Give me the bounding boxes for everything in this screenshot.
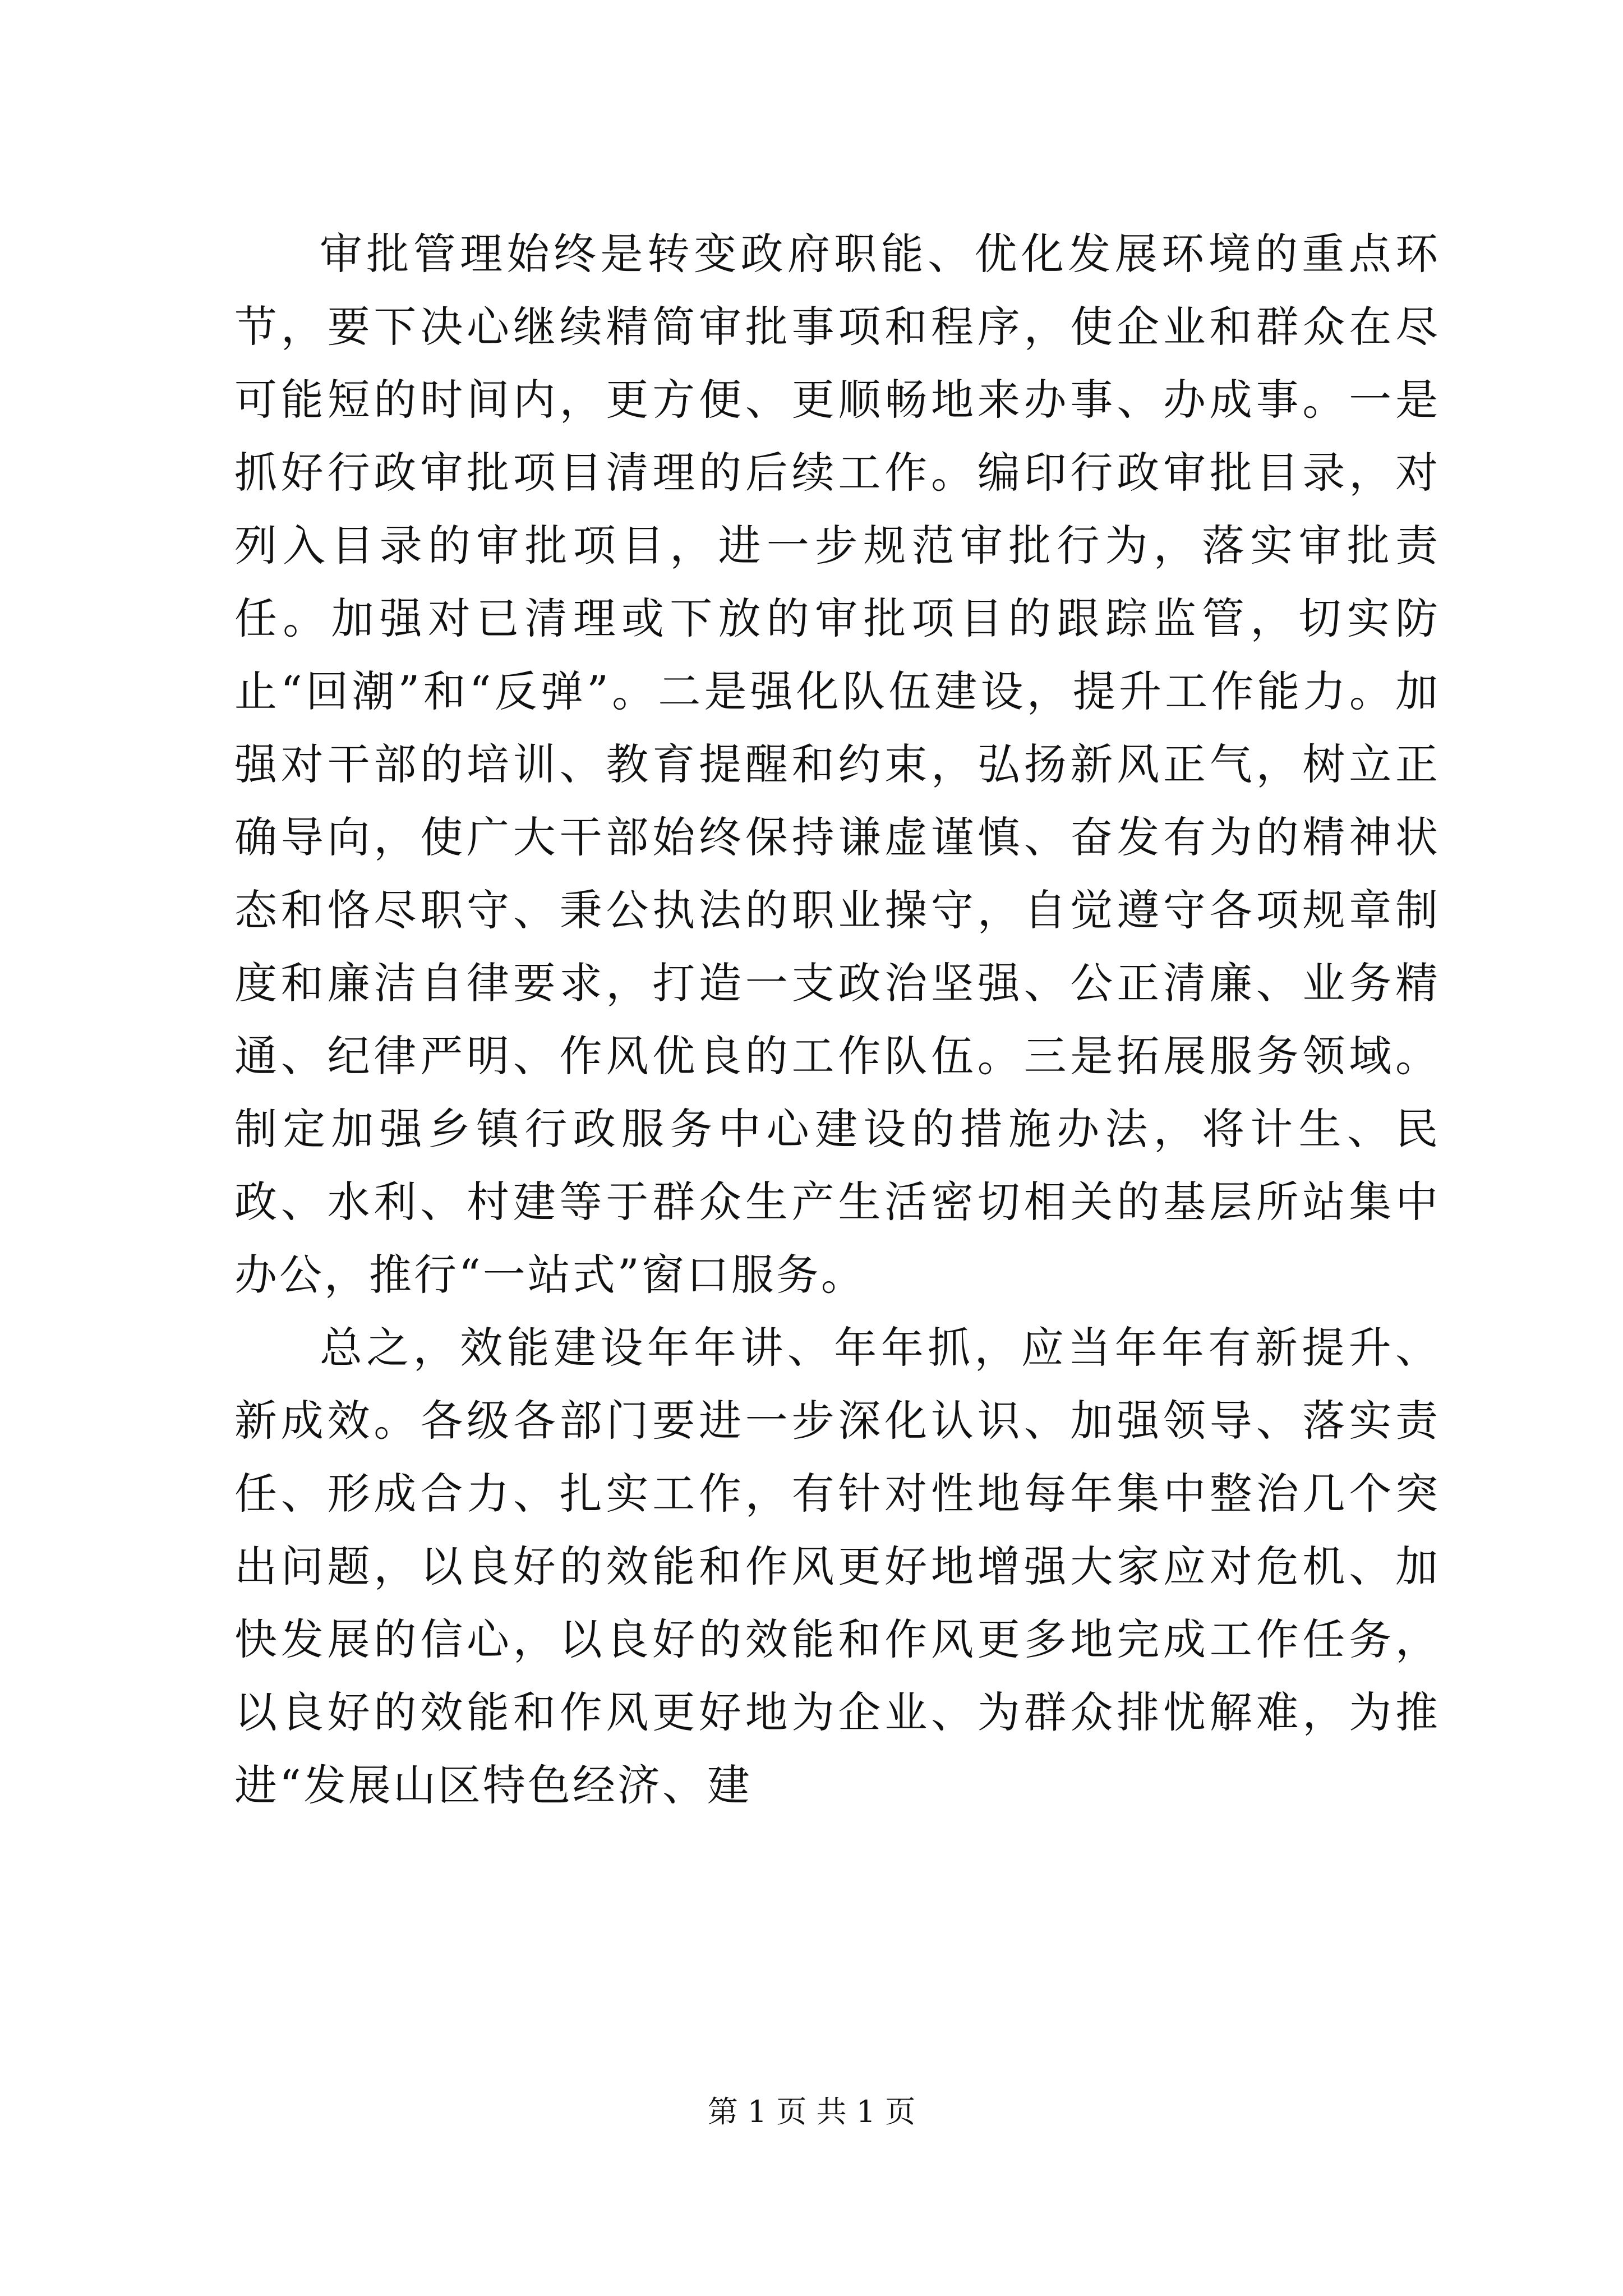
page-number-footer: 第 1 页 共 1 页 xyxy=(707,2094,916,2129)
document-body xyxy=(234,218,1440,1822)
paragraph-approval-management: 审批管理始终是转变政府职能、优化发展环境的重点环节，要下决心继续精简审批事项和程序，使企业和群众在尽可能短的时间内，更方便、更顺畅地来办事、办成事。一是抓好行政审批项目清理的后续工作。编印行政审批目录，对列入目录的审批项目，进一步规范审批行为，落实审批责任。加强对已清理或下放的审批项目的跟踪监管，切实防止“回潮”和“反弹”。二是强化队伍建设，提升工作能力。加强对干部的培训、教育提醒和约束，弘扬新风正气，树立正确导向，使广大干部始终保持谦虚谨慎、奋发有为的精神状态和恪尽职守、秉公执法的职业操守，自觉遵守各项规章制度和廉洁自律要求，打造一支政治坚强、公正清廉、业务精通、纪律严明、作风优良的工作队伍。三是拓展服务领域。制定加强乡镇行政服务中心建设的措施办法，将计生、民政、水利、村建等于群众生产生活密切相关的基层所站集中办公，推行“一站式”窗口服务。 xyxy=(234,229,1440,1300)
paragraph-conclusion: 总之，效能建设年年讲、年年抓，应当年年有新提升、新成效。各级各部门要进一步深化认识、加强领导、落实责任、形成合力、扎实工作，有针对性地每年集中整治几个突出问题，以良好的效能和作风更好地增强大家应对危机、加快发展的信心，以良好的效能和作风更多地完成工作任务，以良好的效能和作风更好地为企业、为群众排忧解难，为推进“发展山区特色经济、建 xyxy=(234,1323,1440,1810)
